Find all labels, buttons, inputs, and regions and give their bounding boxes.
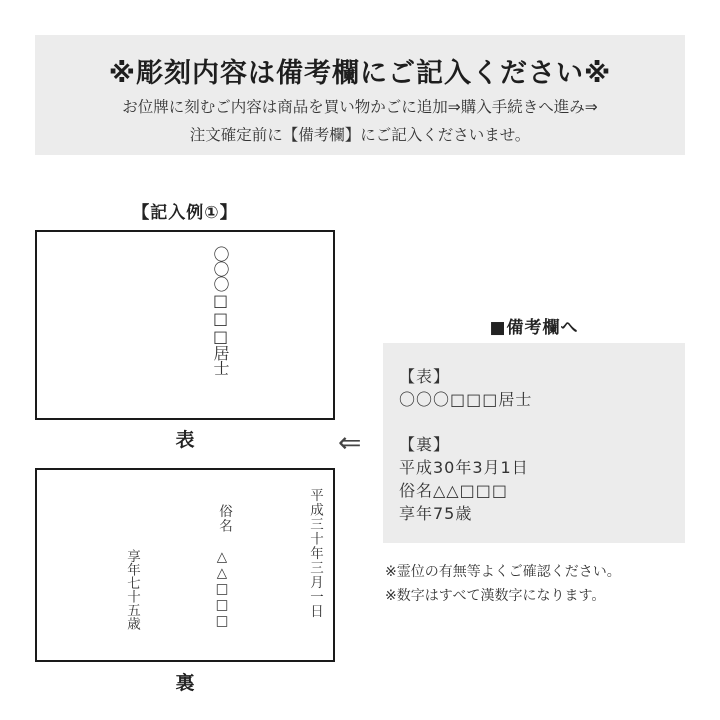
banner-title: ※彫刻内容は備考欄にご記入ください※ bbox=[108, 58, 612, 89]
tablet-back-label: 裏 bbox=[175, 672, 195, 694]
tablet-front-label: 表 bbox=[175, 429, 195, 451]
memo-box bbox=[383, 343, 685, 543]
memo-back-heading: 【裏】 bbox=[399, 435, 451, 454]
tablet-back bbox=[35, 468, 335, 662]
memo-back-date: 平成30年3月1日 bbox=[399, 458, 529, 477]
note-line-2: ※数字はすべて漢数字になります。 bbox=[385, 588, 606, 604]
instruction-banner bbox=[35, 35, 685, 155]
note-line-1: ※霊位の有無等よくご確認ください。 bbox=[385, 564, 621, 580]
back-age-text: 享年七十五歳 bbox=[124, 549, 140, 630]
memo-back-age: 享年75歳 bbox=[399, 504, 473, 523]
back-name-label: 俗名 bbox=[216, 504, 232, 533]
memo-front-value: 〇〇〇□□□居士 bbox=[399, 390, 533, 409]
back-date-text: 平成三十年三月一日 bbox=[307, 488, 323, 619]
banner-instruction-line-1: お位牌に刻むご内容は商品を買い物かごに追加⇒購入手続きへ進み⇒ bbox=[122, 98, 598, 116]
banner-instruction-line-2: 注文確定前に【備考欄】にご記入くださいませ。 bbox=[189, 126, 531, 144]
back-name-value: △△□□□ bbox=[214, 549, 230, 629]
memo-back-name: 俗名△△□□□ bbox=[399, 481, 508, 500]
front-kaimyo-text: 〇〇〇□□□居士 bbox=[211, 246, 230, 375]
left-arrow-icon: ⇐ bbox=[338, 426, 362, 459]
example-title: 【記入例①】 bbox=[132, 203, 238, 223]
memo-title: ■備考欄へ bbox=[489, 318, 579, 338]
tablet-front bbox=[35, 230, 335, 420]
memo-front-heading: 【表】 bbox=[399, 367, 451, 386]
memo-spacer bbox=[399, 411, 685, 433]
